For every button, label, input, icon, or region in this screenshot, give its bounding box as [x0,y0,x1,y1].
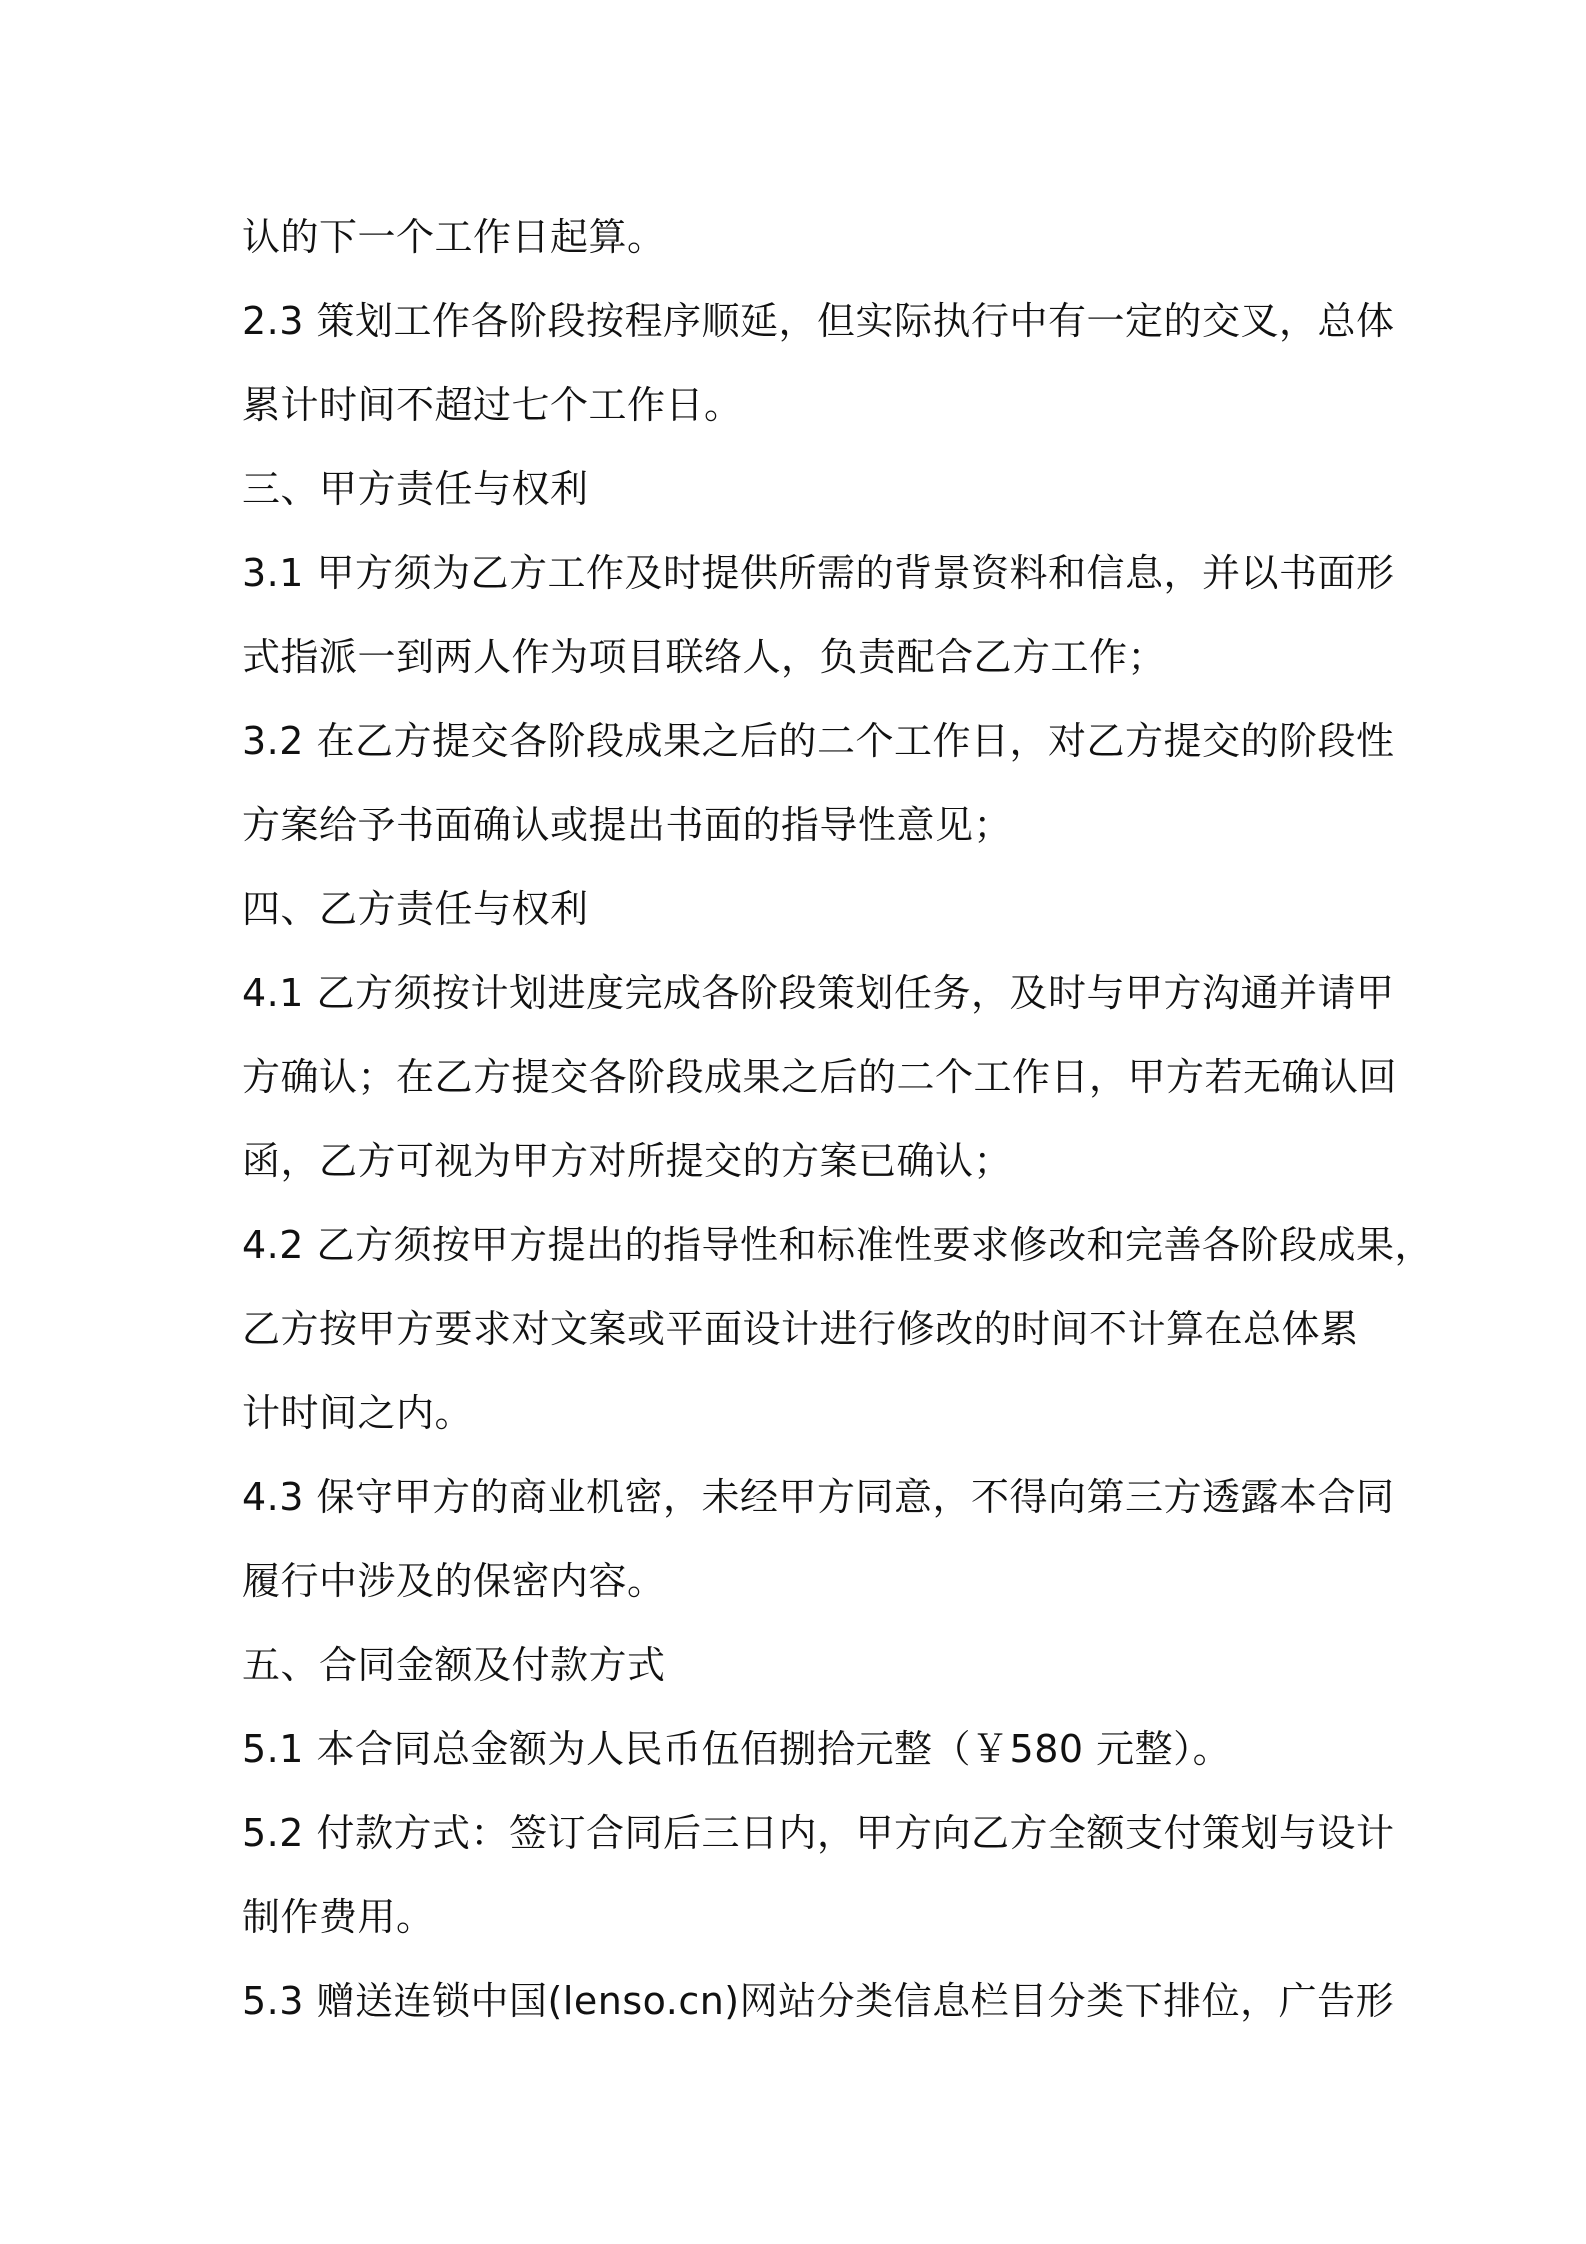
section-heading-4: 四、乙方责任与权利 [242,887,589,931]
clause-4-3-continued: 履行中涉及的保密内容。 [242,1559,666,1603]
clause-3-1: 3.1 甲方须为乙方工作及时提供所需的背景资料和信息，并以书面形 [242,551,1395,595]
clause-4-1-continued: 方确认；在乙方提交各阶段成果之后的二个工作日，甲方若无确认回 [242,1055,1398,1099]
clause-5-2: 5.2 付款方式：签订合同后三日内，甲方向乙方全额支付策划与设计 [242,1811,1395,1855]
clause-3-1-continued: 式指派一到两人作为项目联络人，负责配合乙方工作； [242,635,1167,679]
clause-4-2-continued-2: 计时间之内。 [242,1391,474,1435]
clause-5-2-continued: 制作费用。 [242,1895,435,1939]
clause-2-3: 2.3 策划工作各阶段按程序顺延，但实际执行中有一定的交叉，总体 [242,299,1395,343]
clause-4-1-continued-2: 函，乙方可视为甲方对所提交的方案已确认； [242,1139,1013,1183]
clause-4-3: 4.3 保守甲方的商业机密，未经甲方同意，不得向第三方透露本合同 [242,1475,1395,1519]
text-line-continuation: 认的下一个工作日起算。 [242,215,666,259]
section-heading-3: 三、甲方责任与权利 [242,467,589,511]
clause-2-3-continued: 累计时间不超过七个工作日。 [242,383,743,427]
section-heading-5: 五、合同金额及付款方式 [242,1643,666,1687]
clause-5-3: 5.3 赠送连锁中国(lenso.cn)网站分类信息栏目分类下排位，广告形 [242,1979,1395,2023]
clause-3-2-continued: 方案给予书面确认或提出书面的指导性意见； [242,803,1013,847]
contract-body [242,195,1434,2043]
clause-4-1: 4.1 乙方须按计划进度完成各阶段策划任务，及时与甲方沟通并请甲 [242,971,1395,1015]
clause-4-2-continued: 乙方按甲方要求对文案或平面设计进行修改的时间不计算在总体累 [242,1307,1359,1351]
clause-3-2: 3.2 在乙方提交各阶段成果之后的二个工作日，对乙方提交的阶段性 [242,719,1395,763]
clause-4-2: 4.2 乙方须按甲方提出的指导性和标准性要求修改和完善各阶段成果， [242,1223,1434,1267]
clause-5-1: 5.1 本合同总金额为人民币伍佰捌拾元整（￥580 元整）。 [242,1727,1232,1771]
